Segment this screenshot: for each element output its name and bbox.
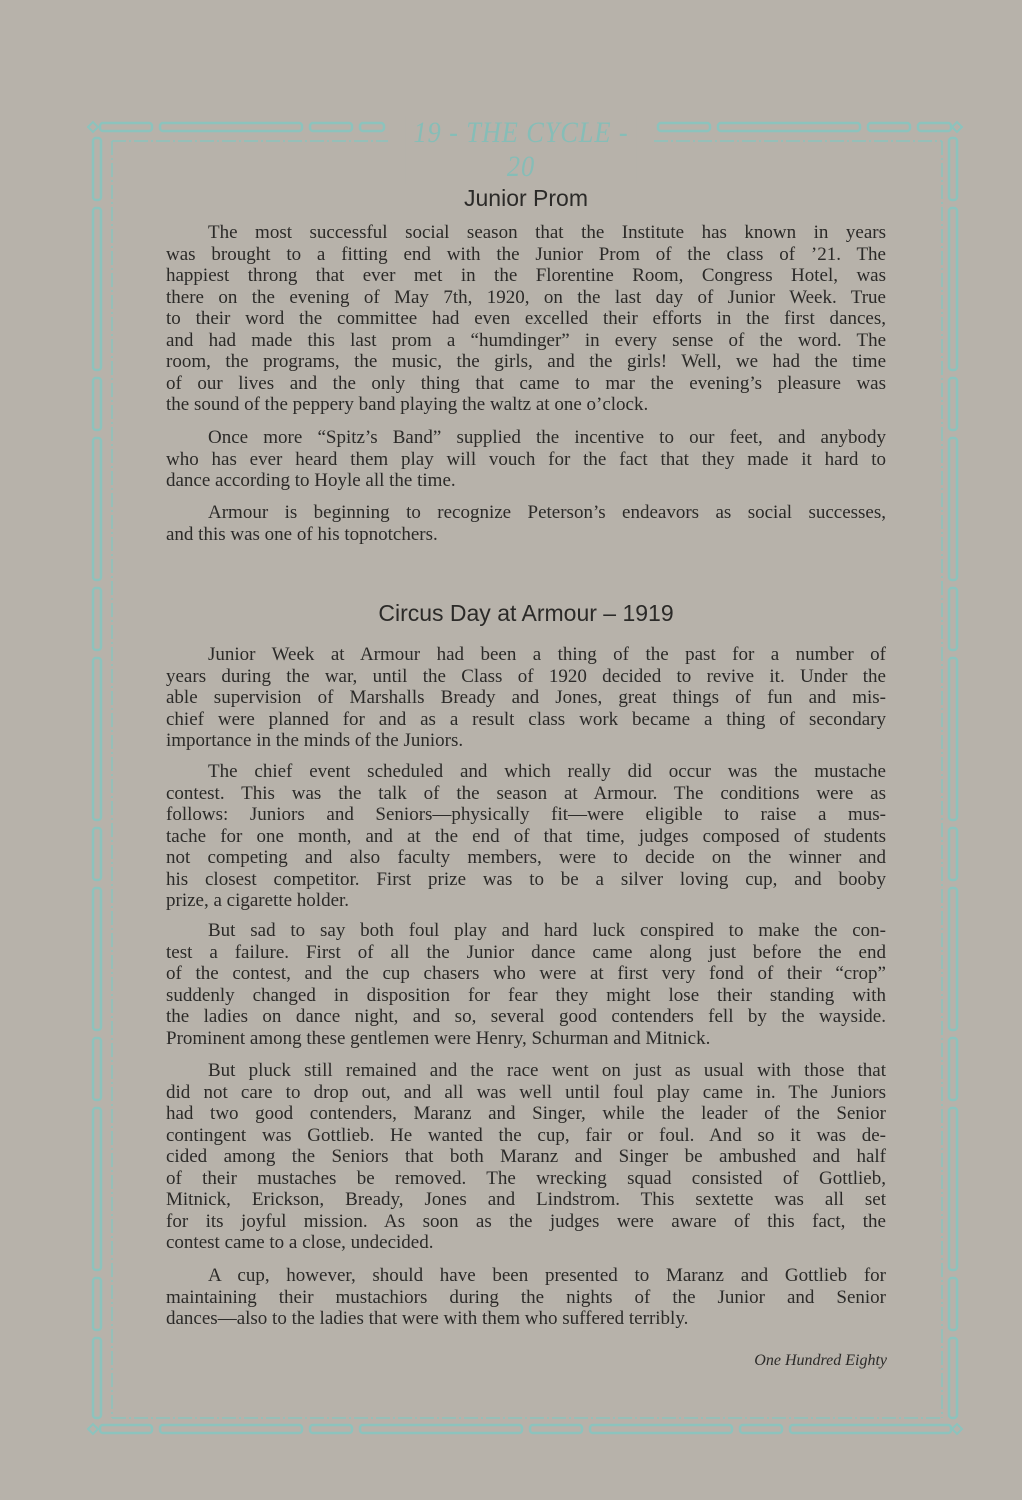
running-header: 19 - THE CYCLE - 20	[406, 116, 637, 184]
border-ornament	[100, 1425, 152, 1433]
border-ornament	[949, 1338, 957, 1418]
border-ornament	[718, 123, 860, 131]
text-line: of their mustaches be removed. The wrecking squad consisted of Gottlieb,	[166, 1167, 886, 1189]
border-ornament	[93, 378, 101, 430]
text-line: maintaining their mustachiors during the nights of the Junior and Senior	[166, 1286, 886, 1308]
border-ornament	[658, 123, 710, 131]
text-line: contest came to a close, undecided.	[166, 1232, 434, 1253]
text-line: contingent was Gottlieb. He wanted the cup, fair or foul. And so it was de-	[166, 1124, 886, 1146]
text-line: of our lives and the only thing that came to mar the evening’s pleasure was	[166, 372, 886, 394]
text-line: contest. This was the talk of the season at Armour. The conditions were as	[166, 782, 886, 804]
text-line: Prominent among these gentlemen were Henry, Schurman and Mitnick.	[166, 1027, 711, 1049]
border-ornament	[93, 438, 101, 580]
text-line: Armour is beginning to recognize Peterson’s endeavors as social successes,	[208, 502, 886, 523]
border-ornament	[93, 1108, 101, 1270]
text-line: and this was one of his topnotchers.	[166, 523, 438, 545]
border-ornament	[93, 888, 101, 1030]
paragraph	[166, 644, 886, 752]
border-ornament	[93, 1338, 101, 1418]
border-ornament	[949, 1278, 957, 1330]
text-line: there on the evening of May 7th, 1920, on the last day of Junior Week. True	[166, 286, 886, 308]
page-number: One Hundred Eighty	[754, 1352, 887, 1369]
article-title-junior-prom: Junior Prom	[464, 185, 588, 211]
text-line: did not care to drop out, and all was well until foul play came in. The Juniors	[166, 1081, 886, 1103]
paragraph	[166, 427, 886, 492]
text-line: Mitnick, Erickson, Bready, Jones and Lindstrom. This sextette was all set	[166, 1189, 886, 1210]
text-line: had two good contenders, Maranz and Singer, while the leader of the Senior	[166, 1103, 886, 1124]
text-line: able supervision of Marshalls Bready and Jones, great things of fun and mis-	[166, 687, 886, 708]
border-ornament	[918, 123, 951, 131]
border-ornament	[310, 1425, 352, 1433]
text-line: dances—also to the ladies that were with them who suffered terribly.	[166, 1308, 689, 1329]
border-ornament	[949, 208, 957, 370]
paragraph	[166, 1060, 886, 1254]
border-ornament	[949, 888, 957, 1030]
border-ornament	[530, 1425, 582, 1433]
border-ornament	[952, 1424, 962, 1434]
text-line: not competing and also faculty members, were to decide on the winner and	[166, 847, 886, 868]
border-ornament	[93, 208, 101, 370]
text-line: follows: Juniors and Seniors—physically fit—were eligible to raise a mus-	[166, 804, 886, 825]
text-line: Once more “Spitz’s Band” supplied the incentive to our feet, and anybody	[208, 427, 886, 448]
text-line: his closest competitor. First prize was to be a silver loving cup, and booby	[166, 868, 886, 890]
paragraph	[166, 1265, 886, 1330]
text-line: cided among the Seniors that both Maranz and Singer be ambushed and half	[166, 1146, 886, 1167]
border-ornament	[949, 438, 957, 580]
text-line: Junior Week at Armour had been a thing of the past for a number of	[208, 644, 886, 665]
border-ornament	[93, 1278, 101, 1330]
text-line: dance according to Hoyle all the time.	[166, 470, 456, 491]
border-ornament	[100, 123, 152, 131]
border-ornament	[590, 1425, 732, 1433]
text-line: the sound of the peppery band playing the waltz at one o’clock.	[166, 394, 649, 415]
text-line: the ladies on dance night, and so, several good contenders fell by the wayside.	[166, 1006, 886, 1027]
border-ornament	[949, 1108, 957, 1270]
border-ornament	[93, 138, 101, 200]
border-ornament	[949, 378, 957, 430]
border-ornament	[93, 1038, 101, 1100]
text-line: for its joyful mission. As soon as the judges were aware of this fact, the	[166, 1210, 886, 1232]
border-ornament	[93, 828, 101, 880]
border-ornament	[93, 588, 101, 650]
text-line: and had made this last prom a “humdinger” in every sense of the word. The	[166, 329, 886, 351]
text-line: to their word the committee had even excelled their efforts in the first dances,	[166, 308, 886, 329]
border-ornament	[360, 1425, 522, 1433]
article-title-circus-day: Circus Day at Armour – 1919	[378, 600, 674, 626]
text-line: The chief event scheduled and which really did occur was the mustache	[208, 761, 886, 782]
text-line: The most successful social season that the Institute has known in years	[208, 222, 886, 243]
border-ornament	[949, 1038, 957, 1100]
border-ornament	[88, 1424, 98, 1434]
text-line: was brought to a fitting end with the Junior Prom of the class of ’21. The	[166, 243, 886, 265]
text-line: prize, a cigarette holder.	[166, 890, 350, 911]
paragraph	[166, 222, 886, 416]
text-line: But sad to say both foul play and hard luck conspired to make the con-	[208, 920, 886, 941]
text-line: suddenly changed in disposition for fear they might lose their standing with	[166, 984, 886, 1006]
border-ornament	[360, 123, 384, 131]
border-ornament	[949, 658, 957, 820]
border-ornament	[790, 1425, 951, 1433]
border-ornament	[93, 658, 101, 820]
text-line: room, the programs, the music, the girls, and the girls! Well, we had the time	[166, 351, 886, 372]
border-ornament	[160, 1425, 302, 1433]
border-ornament	[310, 123, 352, 131]
text-line: importance in the minds of the Juniors.	[166, 730, 464, 751]
text-line: chief were planned for and as a result class work became a thing of secondary	[166, 708, 886, 730]
text-line: tache for one month, and at the end of that time, judges composed of students	[166, 825, 886, 847]
border-ornament	[160, 123, 302, 131]
paragraph	[166, 502, 886, 545]
border-ornament	[952, 122, 962, 132]
border-ornament	[88, 122, 98, 132]
border-ornament	[949, 138, 957, 200]
text-line: who has ever heard them play will vouch for the fact that they made it hard to	[166, 448, 886, 470]
border-ornament	[949, 588, 957, 650]
text-line: But pluck still remained and the race went on just as usual with those that	[208, 1060, 886, 1081]
text-line: years during the war, until the Class of 1920 decided to revive it. Under the	[166, 665, 886, 687]
border-ornament	[740, 1425, 782, 1433]
text-line: test a failure. First of all the Junior dance came along just before the end	[166, 941, 886, 963]
paragraph	[166, 920, 886, 1049]
border-ornament	[949, 828, 957, 880]
text-line: A cup, however, should have been presented to Maranz and Gottlieb for	[208, 1265, 886, 1286]
border-ornament	[868, 123, 910, 131]
text-line: of the contest, and the cup chasers who were at first very fond of their “crop”	[166, 963, 886, 984]
text-line: happiest throng that ever met in the Florentine Room, Congress Hotel, was	[166, 265, 886, 286]
paragraph	[166, 761, 886, 912]
